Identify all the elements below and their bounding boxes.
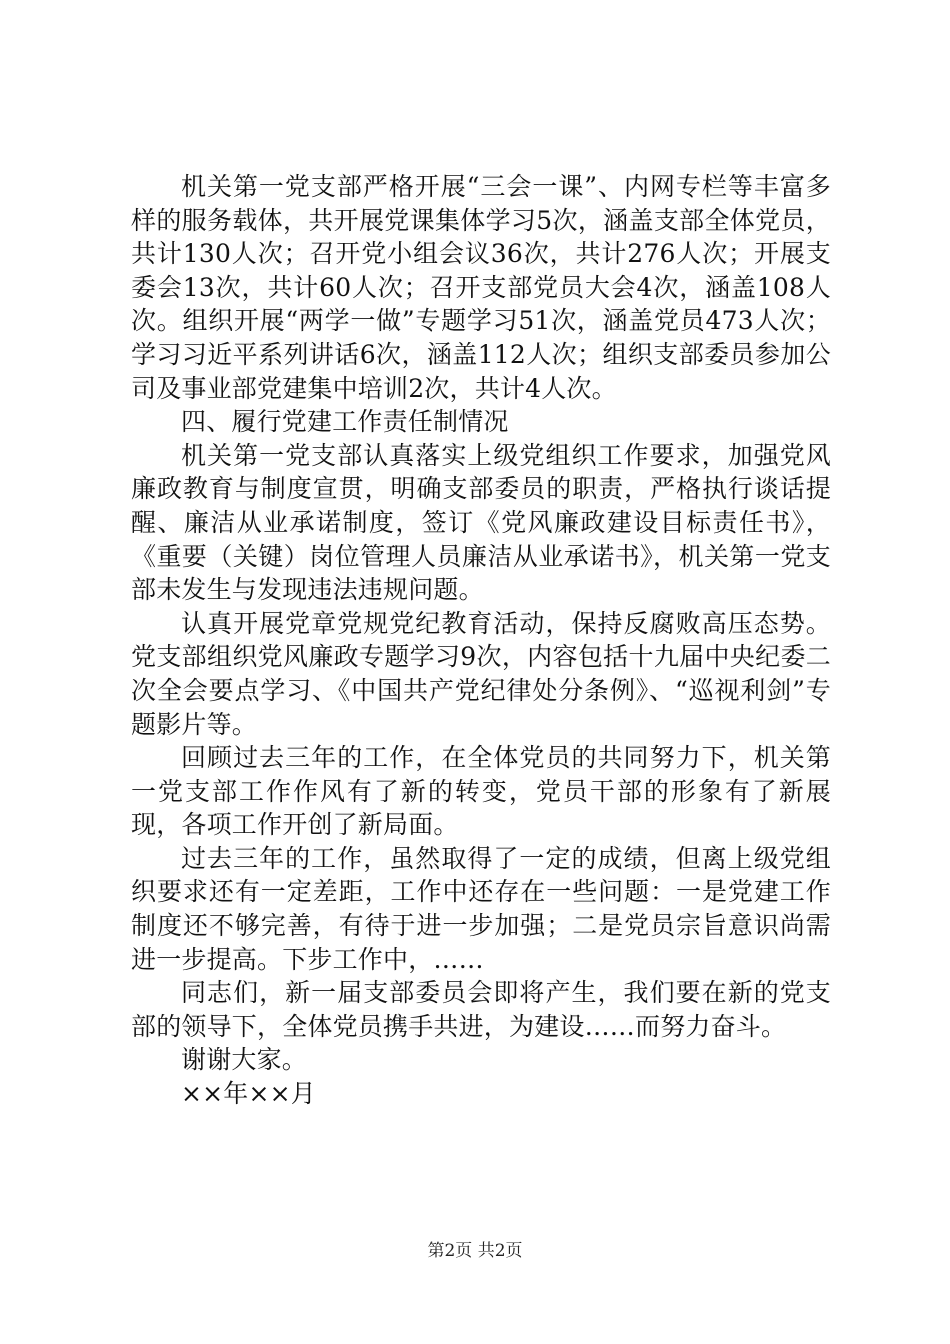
section-heading-responsibility: 四、履行党建工作责任制情况	[181, 407, 509, 437]
document-body	[131, 170, 831, 1111]
paragraph-thanks: 谢谢大家。	[181, 1045, 308, 1075]
paragraph-review: 回顾过去三年的工作，在全体党员的共同努力下，机关第一党支部工作作风有了新的转变，党员干部的形象有了新展现，各项工作开创了新局面。	[131, 743, 831, 840]
paragraph-clean-governance: 机关第一党支部认真落实上级党组织工作要求，加强党风廉政教育与制度宣贯，明确支部委员的职责，严格执行谈话提醒、廉洁从业承诺制度，签订《党风廉政建设目标责任书》，《重要（关键）岗位管理人员廉洁从业承诺书》，机关第一党支部未发生与发现违法违规问题。	[131, 440, 831, 605]
paragraph-date: ××年××月	[181, 1079, 316, 1109]
paragraph-problems: 过去三年的工作，虽然取得了一定的成绩，但离上级党组织要求还有一定差距，工作中还存在一些问题：一是党建工作制度还不够完善，有待于进一步加强；二是党员宗旨意识尚需进一步提高。下步工作中，……	[131, 843, 831, 974]
paragraph-discipline-education: 认真开展党章党规党纪教育活动，保持反腐败高压态势。党支部组织党风廉政专题学习9次，内容包括十九届中央纪委二次全会要点学习、《中国共产党纪律处分条例》、“巡视利剑”专题影片等。	[131, 608, 831, 739]
paragraph-party-activities: 机关第一党支部严格开展“三会一课”、内网专栏等丰富多样的服务载体，共开展党课集体学习5次，涵盖支部全体党员，共计130人次；召开党小组会议36次，共计276人次；开展支委会13次，共计60人次；召开支部党员大会4次，涵盖108人次。组织开展“两学一做”专题学习51次，涵盖党员473人次；学习习近平系列讲话6次，涵盖112人次；组织支部委员参加公司及事业部党建集中培训2次，共计4人次。	[131, 172, 831, 403]
paragraph-closing: 同志们，新一届支部委员会即将产生，我们要在新的党支部的领导下，全体党员携手共进，为建设……而努力奋斗。	[131, 978, 831, 1041]
page-number-footer: 第2页 共2页	[427, 1241, 523, 1261]
